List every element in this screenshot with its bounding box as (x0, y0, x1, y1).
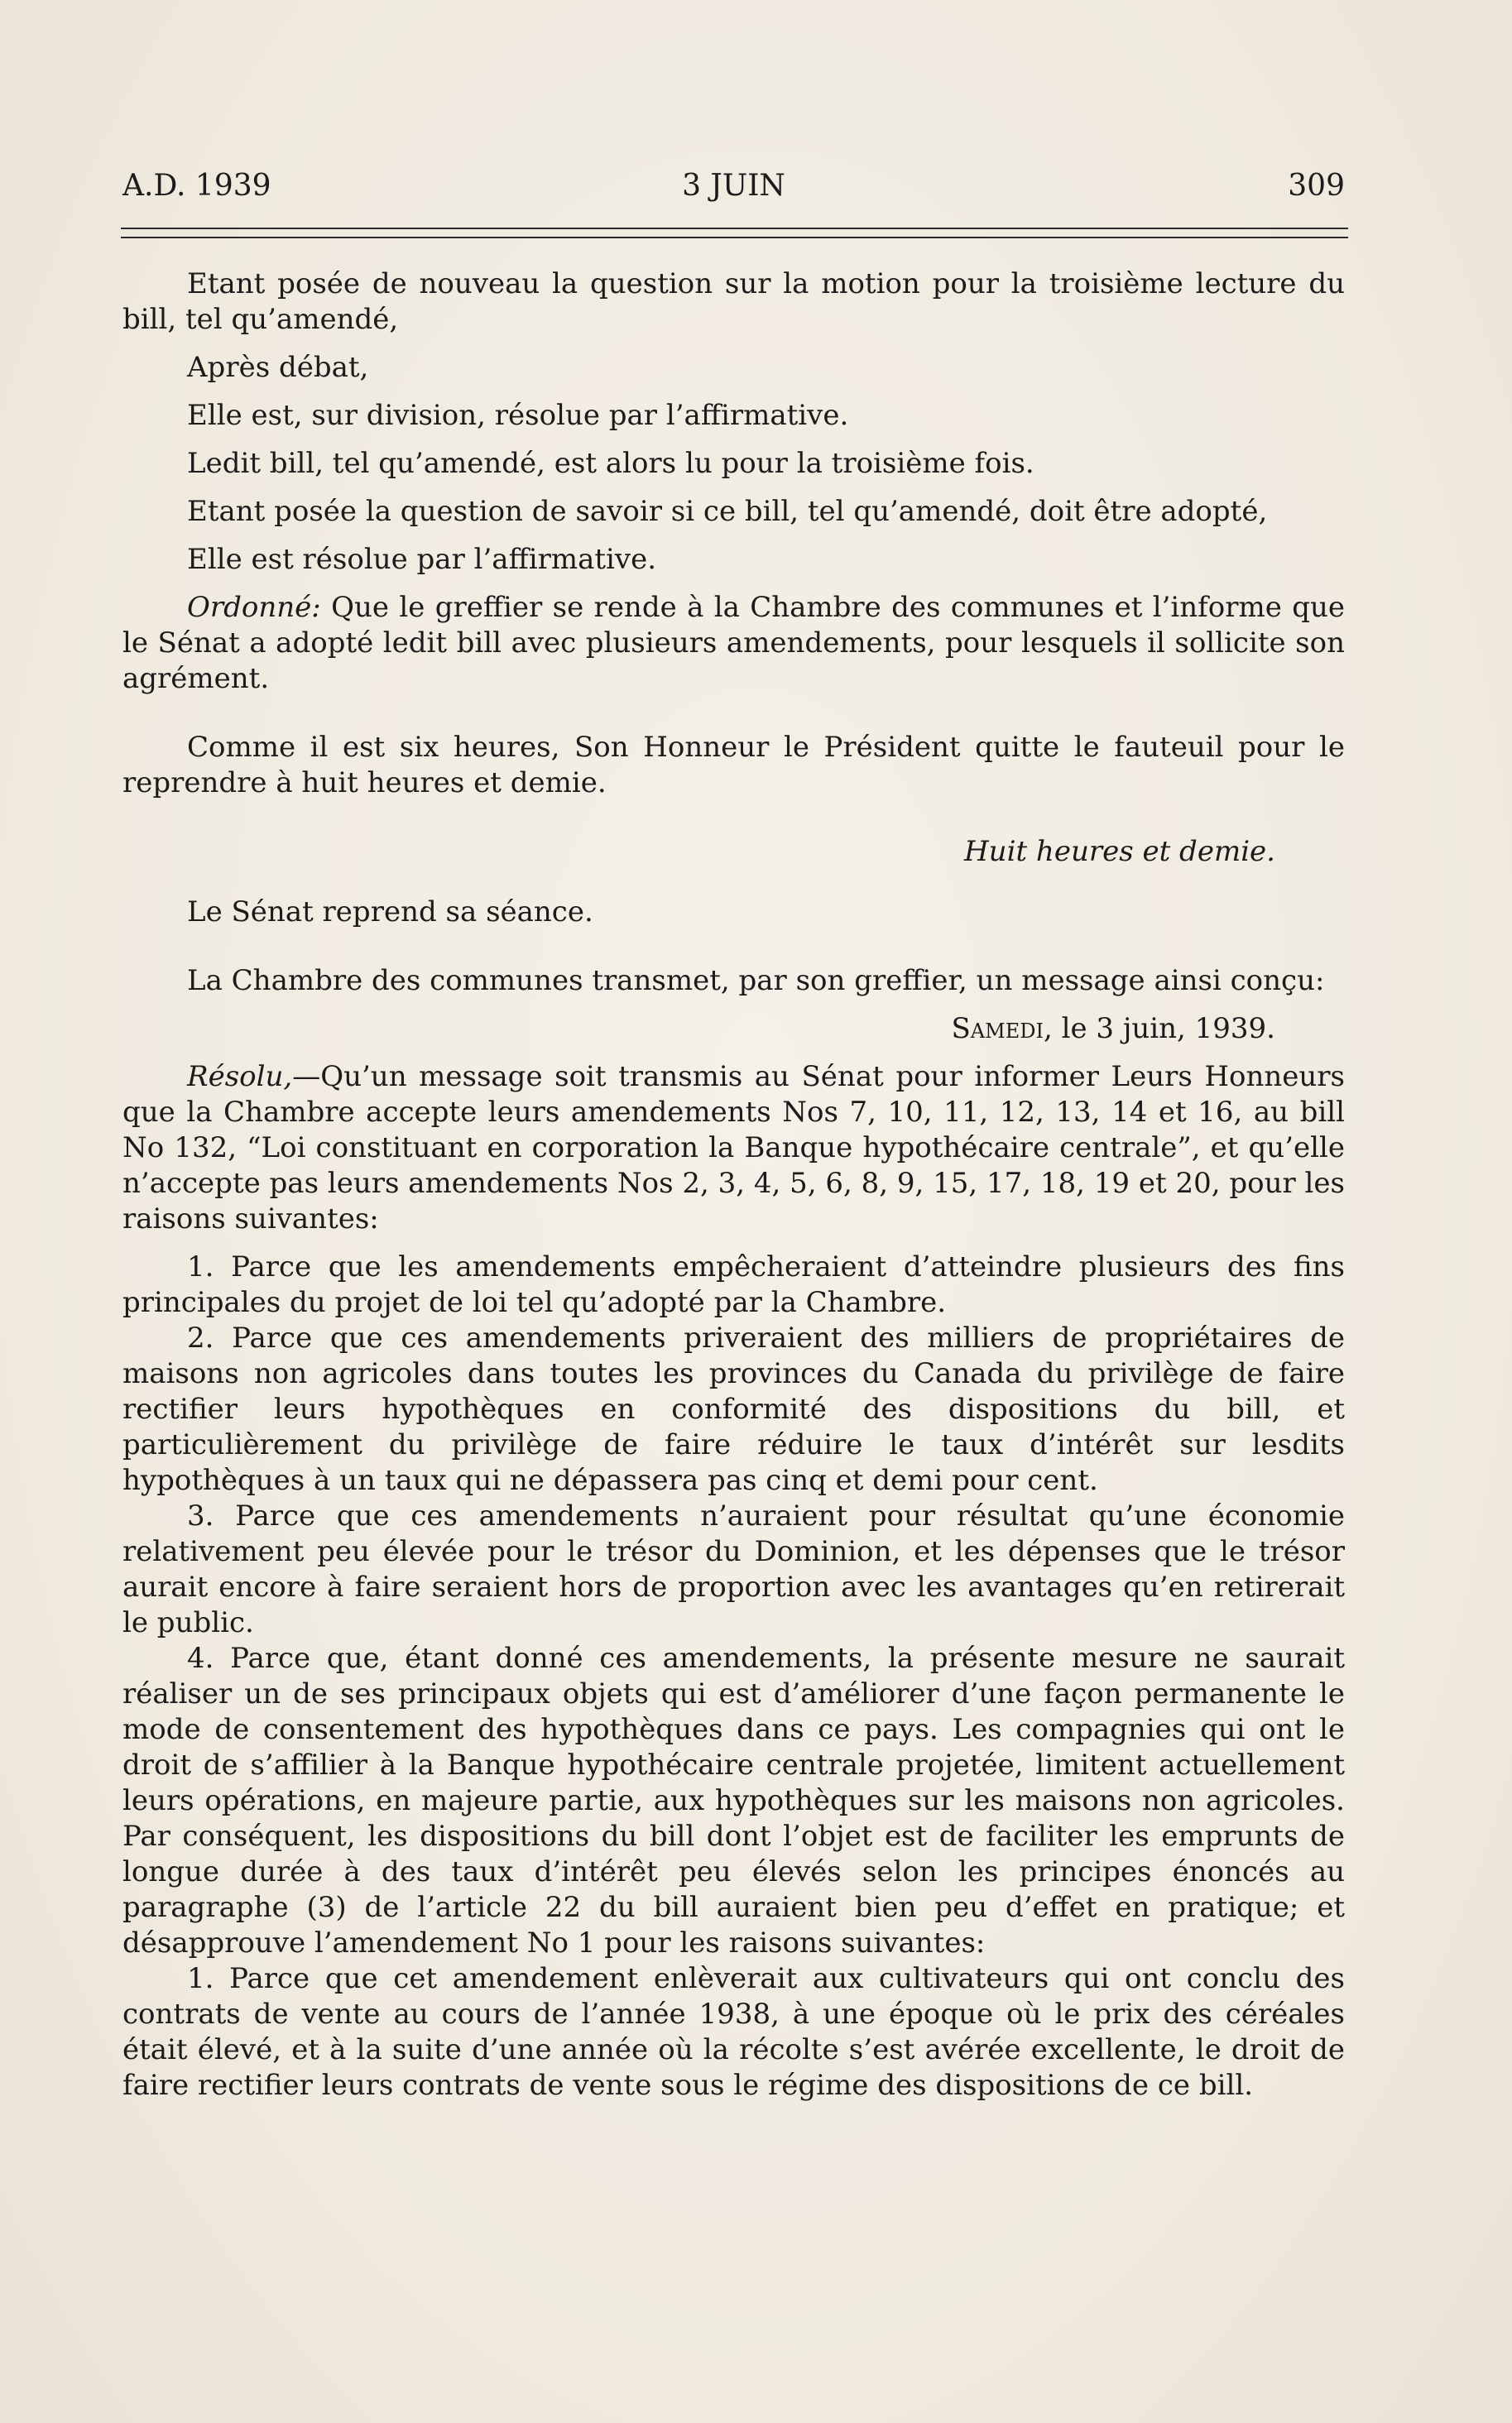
paragraph: Elle est, sur division, résolue par l’affirmative. (187, 399, 849, 432)
page-header (122, 166, 1345, 207)
resolution-lead: Résolu, (187, 1060, 293, 1093)
order-text: Que le greffier se rende à la Chambre des communes et l’informe que le Sénat a adopté ledit bill avec plusieurs amendements, pour lesquels il sollicite son agrément. (122, 591, 1345, 695)
reason-item: 1. Parce que les amendements empêcheraient d’atteindre plusieurs des fins principales du projet de loi tel qu’adopté par la Chambre. (122, 1250, 1345, 1319)
paragraph: Comme il est six heures, Son Honneur le Président quitte le fauteuil pour le reprendre à huit heures et demie. (122, 731, 1345, 799)
reason-item: 2. Parce que ces amendements priveraient des milliers de propriétaires de maisons non agricoles dans toutes les provinces du Canada du privilège de faire rectifier leurs hypothèques en conformité des dispositions du bill, et particulièrement du privilège de faire réduire le taux d’intérêt sur lesdits hypothèques à un taux qui ne dépassera pas cinq et demi pour cent. (122, 1322, 1345, 1497)
paragraph: Etant posée de nouveau la question sur la motion pour la troisième lecture du bill, tel qu’amendé, (122, 267, 1345, 336)
paragraph: Elle est résolue par l’affirmative. (187, 543, 657, 576)
reason-item: 3. Parce que ces amendements n’auraient pour résultat qu’une économie relativement peu élevée pour le trésor du Dominion, et les dépenses que le trésor aurait encore à faire seraient hors de proportion avec les avantages qu’en retirerait le public. (122, 1499, 1345, 1639)
paragraph: La Chambre des communes transmet, par son greffier, un message ainsi conçu: (187, 964, 1325, 997)
order-lead: Ordonné: (187, 591, 321, 624)
header-date: 3 JUIN (682, 169, 785, 203)
date-rest: , le 3 juin, 1939. (1043, 1012, 1275, 1045)
header-rule-bottom (121, 237, 1348, 238)
message-date (122, 1011, 1345, 1047)
time-label: Huit heures et demie. (964, 835, 1275, 868)
paragraph: Ledit bill, tel qu’amendé, est alors lu pour la troisième fois. (187, 447, 1034, 480)
date-day: Samedi (951, 1012, 1044, 1045)
resolution-text: —Qu’un message soit transmis au Sénat pour informer Leurs Honneurs que la Chambre accepte leurs amendements Nos 7, 10, 11, 12, 13, 14 et 16, au bill No 132, “Loi constituant en corporation la Banque hypothécaire centrale”, et qu’elle n’accepte pas leurs amendements Nos 2, 3, 4, 5, 6, 8, 9, 15, 17, 18, 19 et 20, pour les raisons suivantes: (122, 1060, 1345, 1235)
header-year: A.D. 1939 (122, 169, 271, 203)
reason-item: 1. Parce que cet amendement enlèverait aux cultivateurs qui ont conclu des contrats de vente au cours de l’année 1938, à une époque où le prix des céréales était élevé, et à la suite d’une année où la récolte s’est avérée excellente, le droit de faire rectifier leurs contrats de vente sous le régime des dispositions de ce bill. (122, 1962, 1345, 2102)
reason-item: 4. Parce que, étant donné ces amendements, la présente mesure ne saurait réaliser un de ses principaux objets qui est d’améliorer d’une façon permanente le mode de consentement des hypothèques dans ce pays. Les compagnies qui ont le droit de s’affilier à la Banque hypothécaire centrale projetée, limitent actuellement leurs opérations, en majeure partie, aux hypothèques sur les maisons non agricoles. Par conséquent, les dispositions du bill dont l’objet est de faciliter les emprunts de longue durée à des taux d’intérêt peu élevés selon les principes énoncés au paragraphe (3) de l’article 22 du bill auraient bien peu d’effet en pratique; et désapprouve l’amendement No 1 pour les raisons suivantes: (122, 1642, 1345, 1960)
paragraph: Après débat, (187, 351, 369, 384)
paragraph: Etant posée la question de savoir si ce bill, tel qu’amendé, doit être adopté, (187, 495, 1268, 528)
document-body (122, 266, 1345, 2104)
header-rule-top (121, 228, 1348, 229)
order-paragraph (122, 590, 1345, 697)
resolution-paragraph (122, 1059, 1345, 1237)
paragraph: Le Sénat reprend sa séance. (187, 895, 593, 928)
page-number: 309 (1288, 169, 1345, 203)
